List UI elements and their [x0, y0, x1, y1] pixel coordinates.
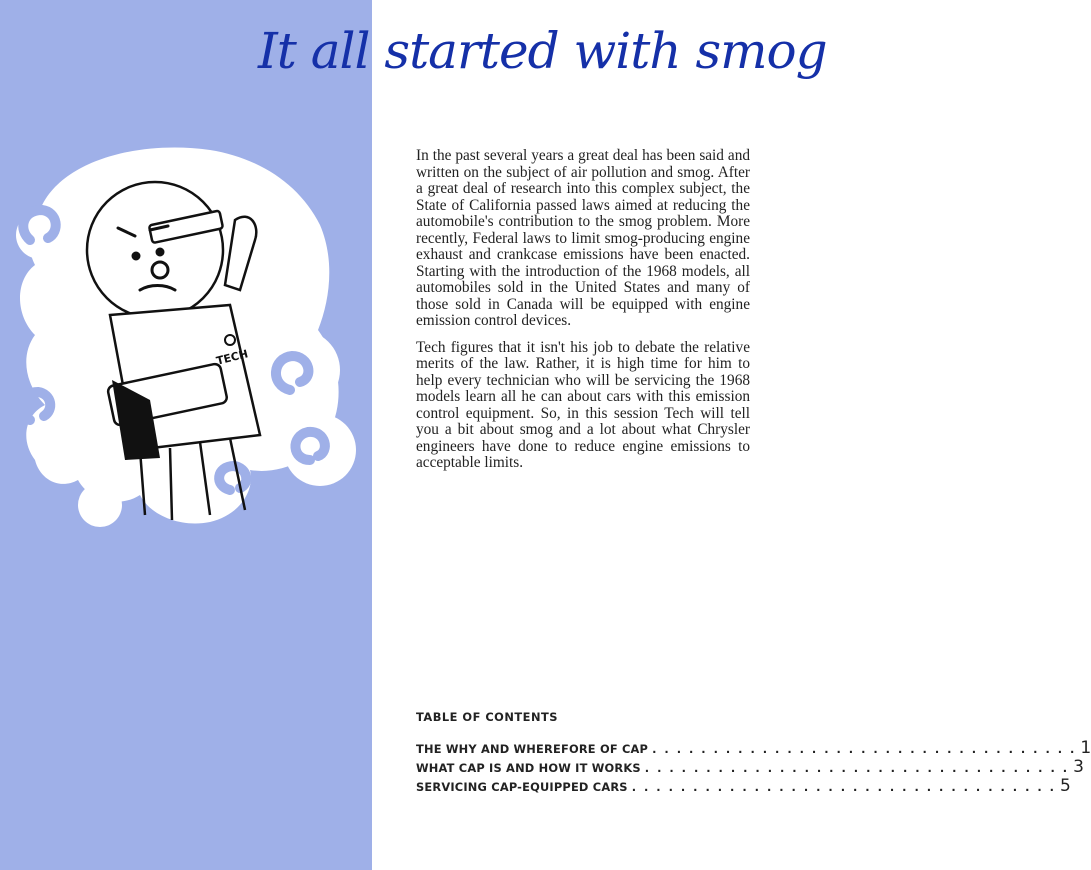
toc-leader-dots: . . . . . . . . . . . . . . . . . . . . . . . . . . . . . . . . . . .: [652, 742, 1077, 756]
toc-entry-page: 3: [1073, 757, 1084, 777]
toc-entry[interactable]: [416, 738, 1091, 758]
toc-entry-label: SERVICING CAP-EQUIPPED CARS: [416, 780, 628, 794]
toc-leader-dots: . . . . . . . . . . . . . . . . . . . . . . . . . . . . . . . . . . .: [631, 780, 1056, 794]
toc-entry[interactable]: [416, 757, 1084, 777]
toc-entry[interactable]: [416, 776, 1071, 796]
table-of-contents: [416, 710, 1091, 796]
page-title: It all started with smog: [258, 22, 827, 80]
tech-character-illustration: [0, 130, 372, 530]
toc-heading: TABLE OF CONTENTS: [416, 710, 558, 724]
badge-text: TECH: [214, 347, 250, 368]
toc-leader-dots: . . . . . . . . . . . . . . . . . . . . . . . . . . . . . . . . . . .: [644, 761, 1070, 775]
intro-text: [416, 148, 750, 482]
toc-entry-label: THE WHY AND WHEREFORE OF CAP: [416, 742, 649, 756]
paragraph-1: In the past several years a great deal has been said and written on the subject of air pollution and smog. After a great deal of research into this complex subject, the State of California passed laws aimed at reducing the automobile's contribution to the smog problem. More recently, Federal laws to limit smog-producing engine exhaust and crankcase emissions have been enacted. Starting with the introduction of the 1968 models, all automobiles sold in the United States and many of those sold in Canada will be equipped with engine emission control devices.: [416, 147, 750, 329]
paragraph-2: Tech figures that it isn't his job to debate the relative merits of the law. Rather, it is high time for him to help every technician who will be servicing the 1968 models learn all he can about cars with this emission control equipment. So, in this session Tech will tell you a bit about smog and a lot about what Chrysler engineers have done to reduce engine emissions to acceptable limits.: [416, 338, 750, 471]
toc-entry-page: 1: [1080, 738, 1091, 758]
toc-entry-label: WHAT CAP IS AND HOW IT WORKS: [416, 761, 641, 775]
toc-entry-page: 5: [1060, 776, 1071, 796]
